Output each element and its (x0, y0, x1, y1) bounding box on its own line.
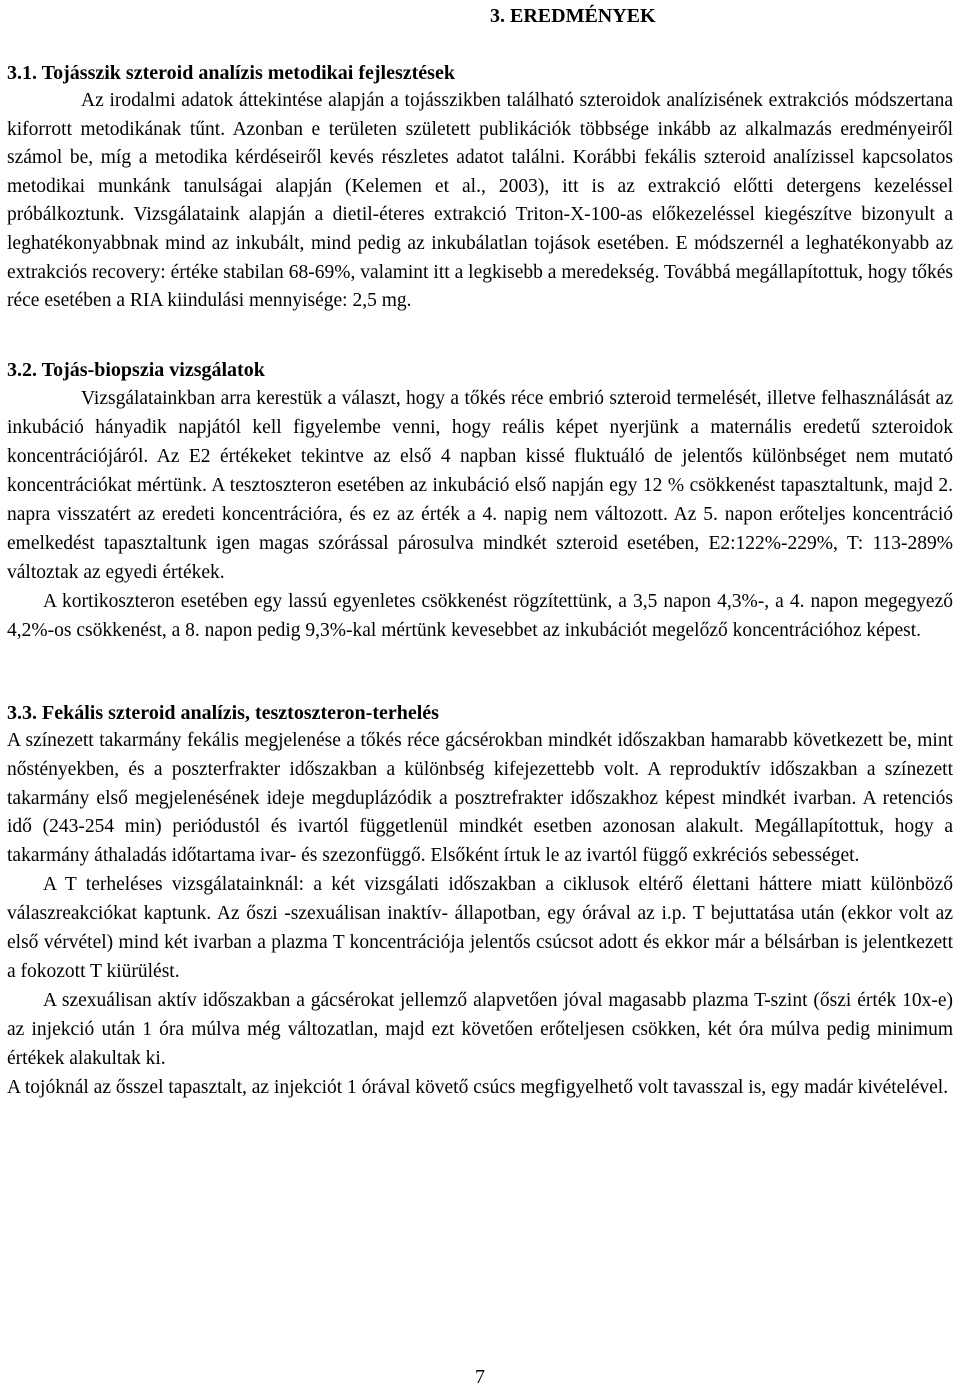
section-heading-3-3: 3.3. Fekális szteroid analízis, tesztoszteron-terhelés (7, 701, 439, 724)
section-3-3-paragraph-3: A szexuálisan aktív időszakban a gácsérokat jellemző alapvetően jóval magasabb plazma T-szint (őszi érték 10x-e) az injekció után 1 óra múlva még változatlan, majd ezt követően erőteljesen csökken, két óra múlva pedig minimum értékek alakultak ki. (7, 989, 953, 1069)
section-3-3-paragraph-4: A tojóknál az ősszel tapasztalt, az injekciót 1 órával követő csúcs megfigyelhető volt tavasszal is, egy madár kivételével. (7, 1076, 949, 1098)
section-heading-3-1: 3.1. Tojásszik szteroid analízis metodikai fejlesztések (7, 62, 455, 84)
page-number: 7 (475, 1366, 485, 1388)
section-3-2-paragraph-1: Vizsgálatainkban arra kerestük a választ, hogy a tőkés réce embrió szteroid termelését, illetve felhasználását az inkubáció hányadik napjától kell figyelembe venni, hogy reális képet nyerjünk a maternális eredetű szteroidok koncentrációjáról. Az E2 értékeket tekintve az első 4 napban kissé fluktuáló de jelentős különbséget nem mutató koncentrációkat mértünk. A tesztoszteron esetében az inkubáció első napján egy 12 % csökkenést tapasztaltunk, majd 2. napra visszatért az eredeti koncentrációra, és ez az érték a 4. napig nem változott. Az 5. napon erőteljes koncentráció emelkedést tapasztaltunk igen magas szórással párosulva mindkét szteroid esetében, E2:122%-229%, T: 113-289% változtak az egyedi értékek. (7, 387, 953, 583)
section-heading-3-2: 3.2. Tojás-biopszia vizsgálatok (7, 358, 265, 381)
section-3-2-paragraph-2: A kortikoszteron esetében egy lassú egyenletes csökkenést rögzítettünk, a 3,5 napon 4,3%-, a 4. napon megegyező 4,2%-os csökkenést, a 8. napon pedig 9,3%-kal mértünk kevesebbet az inkubációt megelőző koncentrációhoz képest. (7, 590, 953, 641)
section-3-1-paragraph-1: Az irodalmi adatok áttekintése alapján a tojásszikben található szteroidok analízisének extrakciós módszertana kiforrott metodikának tűnt. Azonban e területen született publikációk többsége inkább az alkalmazás eredményeiről számol be, míg a metodika kérdéseiről kevés részletes adatot találni. Korábbi fekális szteroid analízissel kapcsolatos metodikai munkánk tanulságai alapján (Kelemen et al., 2003), itt is az extrakció előtti detergens kezeléssel próbálkoztunk. Vizsgálataink alapján a dietil-éteres extrakció Triton-X-100-as előkezeléssel kiegészítve bizonyult a leghatékonyabbnak mind az inkubált, mind pedig az inkubálatlan tojások esetében. E módszernél a leghatékonyabb az extrakciós recovery: értéke stabilan 68-69%, valamint itt a legkisebb a meredekség. Továbbá megállapítottuk, hogy tőkés réce esetében a RIA kiindulási mennyisége: 2,5 mg. (7, 90, 953, 312)
chapter-title: 3. EREDMÉNYEK (490, 5, 656, 27)
section-3-3-paragraph-1: A színezett takarmány fekális megjelenése a tőkés réce gácsérokban mindkét időszakban hamarabb következett be, mint nőstényekben, és a poszterfrakter időszakban a különbség kifejezettebb volt. A reproduktív időszakban a színezett takarmány első megjelenésének ideje megduplázódik a posztrefrakter időszakhoz képest mindkét ivarban. A retenciós idő (243-254 min) periódustól és ivartól függetlenül mindkét esetben azonosan alakult. Megállapítottuk, hogy a takarmány áthaladás időtartama ivar- és szezonfüggő. Elsőként írtuk le az ivartól függő exkréciós sebességet. (7, 729, 953, 867)
section-3-3-paragraph-2: A T terheléses vizsgálatainknál: a két vizsgálati időszakban a ciklusok eltérő élettani háttere miatt különböző válaszreakciókat kaptunk. Az őszi -szexuálisan inaktív- állapotban, egy órával az i.p. T bejuttatása után (ekkor volt az első vérvétel) mind két ivarban a plazma T koncentrációja jelentős csúcsot adott és ekkor már a bélsárban is jelentkezett a fokozott T kiürülést. (7, 874, 953, 982)
document-page (7, 0, 953, 1103)
